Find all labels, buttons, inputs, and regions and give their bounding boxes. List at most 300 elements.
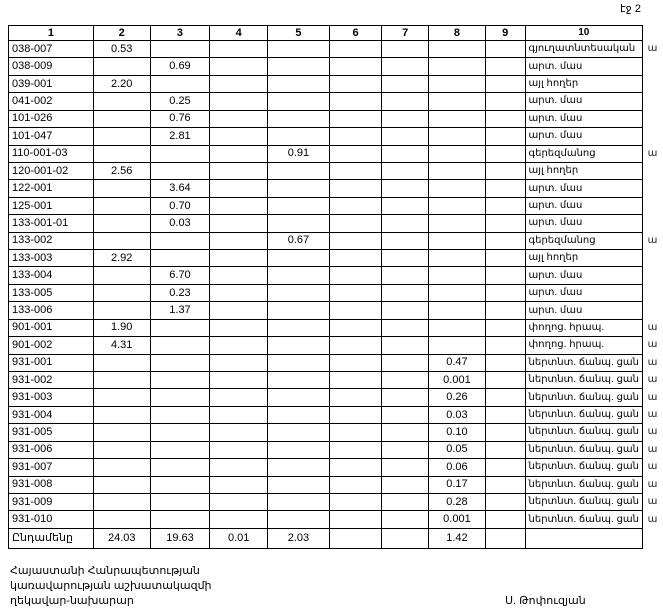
- cell-col-5: [268, 319, 330, 336]
- cell-col-2: [93, 424, 150, 441]
- cell-col-8: [429, 41, 486, 58]
- cell-col-7: [382, 110, 429, 127]
- cell-col-2: 2.92: [93, 250, 150, 267]
- cell-col-8: 0.06: [429, 459, 486, 476]
- cell-col-8: [429, 180, 486, 197]
- position-line: ղեկավար-նախարար: [10, 595, 134, 607]
- margin-note: [643, 528, 663, 548]
- cell-col-7: [382, 145, 429, 162]
- margin-note: ա: [647, 147, 658, 159]
- cell-col-3: 0.03: [150, 215, 210, 232]
- header-row: [9, 26, 663, 41]
- cell-col-10: գերեզմանոց: [525, 145, 642, 162]
- position-line: Հայաստանի Հանրապետության: [10, 565, 200, 577]
- cell-col-1: 901-002: [9, 337, 94, 354]
- cell-col-8: [429, 145, 486, 162]
- cell-col-10: այլ հողեր: [525, 75, 642, 92]
- cell-col-8: [429, 250, 486, 267]
- cell-col-7: [382, 250, 429, 267]
- margin-note: ա: [647, 391, 658, 403]
- cell-col-1: 041-002: [9, 93, 94, 110]
- column-header-7: 7: [382, 26, 429, 41]
- cell-col-3: [150, 459, 210, 476]
- cell-col-9: [485, 267, 525, 284]
- cell-col-5: [268, 267, 330, 284]
- cell-col-4: [210, 284, 268, 301]
- margin-note: ա: [647, 426, 658, 438]
- cell-col-6: [329, 406, 382, 423]
- cell-col-2: [93, 145, 150, 162]
- cell-col-3: [150, 354, 210, 371]
- cell-col-9: [485, 128, 525, 145]
- cell-col-4: [210, 354, 268, 371]
- cell-col-10: արտ. մաս: [525, 58, 642, 75]
- cell-col-4: [210, 493, 268, 510]
- cell-col-6: [329, 162, 382, 179]
- cell-col-5: [268, 215, 330, 232]
- margin-note: ա: [647, 43, 658, 55]
- cell-col-10: փողոց. հրապ.: [525, 337, 642, 354]
- cell-col-5: [268, 128, 330, 145]
- cell-col-7: [382, 284, 429, 301]
- cell-col-8: [429, 75, 486, 92]
- margin-note: [643, 162, 663, 179]
- cell-col-1: 122-001: [9, 180, 94, 197]
- cell-col-9: [485, 58, 525, 75]
- cell-col-3: [150, 493, 210, 510]
- cell-col-7: [382, 41, 429, 58]
- cell-col-5: [268, 441, 330, 458]
- cell-col-1: 133-002: [9, 232, 94, 249]
- cell-col-3: [150, 75, 210, 92]
- cell-col-9: [485, 389, 525, 406]
- cell-col-1: 120-001-02: [9, 162, 94, 179]
- cell-col-6: [329, 354, 382, 371]
- margin-note: ա: [647, 374, 658, 386]
- total-cell-col-8: 1.42: [429, 528, 486, 548]
- cell-col-1: 133-005: [9, 284, 94, 301]
- cell-col-6: [329, 389, 382, 406]
- cell-col-7: [382, 476, 429, 493]
- margin-note: [643, 75, 663, 92]
- cell-col-7: [382, 197, 429, 214]
- margin-note: [643, 250, 663, 267]
- total-cell-col-5: 2.03: [268, 528, 330, 548]
- table-row: [9, 284, 663, 301]
- cell-col-8: 0.10: [429, 424, 486, 441]
- cell-col-8: [429, 302, 486, 319]
- cell-col-2: 2.20: [93, 75, 150, 92]
- table-header: [9, 26, 663, 41]
- cell-col-9: [485, 180, 525, 197]
- cell-col-3: [150, 41, 210, 58]
- cell-col-3: 0.76: [150, 110, 210, 127]
- cell-col-10: ներտնտ. ճանպ. ցան: [525, 406, 642, 423]
- table-row: [9, 319, 663, 336]
- cell-col-6: [329, 337, 382, 354]
- cell-col-7: [382, 162, 429, 179]
- cell-col-8: [429, 215, 486, 232]
- margin-note: ա: [647, 409, 658, 421]
- column-header-5: 5: [268, 26, 330, 41]
- table-row: [9, 267, 663, 284]
- cell-col-1: 133-004: [9, 267, 94, 284]
- total-cell-col-9: [485, 528, 525, 548]
- cell-col-7: [382, 58, 429, 75]
- cell-col-7: [382, 128, 429, 145]
- cell-col-2: [93, 302, 150, 319]
- table-row: [9, 215, 663, 232]
- cell-col-9: [485, 476, 525, 493]
- cell-col-4: [210, 267, 268, 284]
- cell-col-6: [329, 232, 382, 249]
- cell-col-4: [210, 389, 268, 406]
- table-row: [9, 145, 663, 162]
- cell-col-6: [329, 75, 382, 92]
- total-cell-col-1: Ընդամենը: [9, 528, 94, 548]
- cell-col-6: [329, 197, 382, 214]
- cell-col-5: [268, 354, 330, 371]
- table-row: [9, 250, 663, 267]
- cell-col-10: փողոց. հրապ.: [525, 319, 642, 336]
- cell-col-6: [329, 128, 382, 145]
- cell-col-8: [429, 110, 486, 127]
- cell-col-10: արտ. մաս: [525, 284, 642, 301]
- cell-col-5: [268, 389, 330, 406]
- margin-note: ա: [647, 356, 658, 368]
- cell-col-3: [150, 389, 210, 406]
- cell-col-1: 931-004: [9, 406, 94, 423]
- cell-col-6: [329, 180, 382, 197]
- cell-col-9: [485, 250, 525, 267]
- cell-col-9: [485, 284, 525, 301]
- table-row: [9, 337, 663, 354]
- cell-col-1: 931-002: [9, 372, 94, 389]
- cell-col-7: [382, 180, 429, 197]
- margin-note: ա: [647, 339, 658, 351]
- cell-col-6: [329, 215, 382, 232]
- cell-col-10: արտ. մաս: [525, 93, 642, 110]
- table-row: [9, 389, 663, 406]
- table-row: [9, 302, 663, 319]
- cell-col-2: [93, 180, 150, 197]
- cell-col-10: արտ. մաս: [525, 267, 642, 284]
- cell-col-2: [93, 197, 150, 214]
- cell-col-3: [150, 511, 210, 528]
- cell-col-1: 931-003: [9, 389, 94, 406]
- table-row: [9, 476, 663, 493]
- cell-col-2: [93, 354, 150, 371]
- cell-col-4: [210, 337, 268, 354]
- cell-col-4: [210, 319, 268, 336]
- cell-col-9: [485, 75, 525, 92]
- table-row: [9, 511, 663, 528]
- cell-col-8: 0.47: [429, 354, 486, 371]
- cell-col-5: 0.91: [268, 145, 330, 162]
- cell-col-4: [210, 511, 268, 528]
- cell-col-1: 039-001: [9, 75, 94, 92]
- cell-col-3: 2.81: [150, 128, 210, 145]
- cell-col-3: [150, 162, 210, 179]
- cell-col-2: [93, 476, 150, 493]
- page-number-label: էջ 2: [620, 3, 641, 15]
- cell-col-1: 931-006: [9, 441, 94, 458]
- cell-col-7: [382, 337, 429, 354]
- cell-col-10: ներտնտ. ճանպ. ցան: [525, 459, 642, 476]
- margin-note: ա: [647, 478, 658, 490]
- cell-col-9: [485, 406, 525, 423]
- cell-col-9: [485, 511, 525, 528]
- cell-col-5: [268, 250, 330, 267]
- cell-col-5: [268, 337, 330, 354]
- cell-col-7: [382, 319, 429, 336]
- table-row: [9, 93, 663, 110]
- cell-col-1: 133-001-01: [9, 215, 94, 232]
- cell-col-5: [268, 180, 330, 197]
- cell-col-5: [268, 476, 330, 493]
- column-header-2: 2: [93, 26, 150, 41]
- cell-col-10: ներտնտ. ճանպ. ցան: [525, 493, 642, 510]
- cell-col-10: գյուղատնտեսական: [525, 41, 642, 58]
- cell-col-3: 0.69: [150, 58, 210, 75]
- cell-col-1: 133-006: [9, 302, 94, 319]
- cell-col-8: [429, 319, 486, 336]
- cell-col-7: [382, 389, 429, 406]
- total-cell-col-10: [525, 528, 642, 548]
- cell-col-4: [210, 302, 268, 319]
- signatory-name: Ս. Թոփուզյան: [505, 595, 586, 607]
- table-row: [9, 424, 663, 441]
- cell-col-10: ներտնտ. ճանպ. ցան: [525, 511, 642, 528]
- cell-col-1: 038-007: [9, 41, 94, 58]
- cell-col-4: [210, 441, 268, 458]
- cell-col-4: [210, 372, 268, 389]
- cell-col-2: 0.53: [93, 41, 150, 58]
- cell-col-1: 931-001: [9, 354, 94, 371]
- cell-col-9: [485, 162, 525, 179]
- cell-col-9: [485, 197, 525, 214]
- margin-note: ա: [647, 496, 658, 508]
- column-header-1: 1: [9, 26, 94, 41]
- cell-col-4: [210, 424, 268, 441]
- cell-col-4: [210, 41, 268, 58]
- cell-col-8: [429, 197, 486, 214]
- table-row: [9, 372, 663, 389]
- cell-col-8: [429, 162, 486, 179]
- table-row: [9, 41, 663, 58]
- table-body: [9, 41, 663, 549]
- cell-col-10: արտ. մաս: [525, 302, 642, 319]
- cell-col-1: 125-001: [9, 197, 94, 214]
- cell-col-1: 101-026: [9, 110, 94, 127]
- cell-col-5: [268, 93, 330, 110]
- cell-col-6: [329, 284, 382, 301]
- cell-col-1: 901-001: [9, 319, 94, 336]
- cell-col-1: 101-047: [9, 128, 94, 145]
- cell-col-2: [93, 372, 150, 389]
- cell-col-7: [382, 424, 429, 441]
- cell-col-10: արտ. մաս: [525, 110, 642, 127]
- cell-col-5: [268, 197, 330, 214]
- margin-note: [643, 215, 663, 232]
- cell-col-5: [268, 459, 330, 476]
- cell-col-7: [382, 267, 429, 284]
- cell-col-5: [268, 511, 330, 528]
- cell-col-3: 0.25: [150, 93, 210, 110]
- cell-col-4: [210, 476, 268, 493]
- cell-col-1: 133-003: [9, 250, 94, 267]
- column-header-4: 4: [210, 26, 268, 41]
- cell-col-3: [150, 406, 210, 423]
- cell-col-7: [382, 372, 429, 389]
- cell-col-7: [382, 75, 429, 92]
- margin-note: [643, 110, 663, 127]
- cell-col-3: [150, 145, 210, 162]
- cell-col-1: 110-001-03: [9, 145, 94, 162]
- signatory-position: [10, 564, 212, 609]
- cell-col-8: 0.03: [429, 406, 486, 423]
- cell-col-3: [150, 441, 210, 458]
- cell-col-4: [210, 459, 268, 476]
- cell-col-4: [210, 215, 268, 232]
- cell-col-2: [93, 441, 150, 458]
- cell-col-5: [268, 162, 330, 179]
- cell-col-6: [329, 511, 382, 528]
- cell-col-6: [329, 58, 382, 75]
- cell-col-4: [210, 232, 268, 249]
- cell-col-7: [382, 511, 429, 528]
- margin-note: ա: [647, 513, 658, 525]
- cell-col-8: 0.28: [429, 493, 486, 510]
- total-cell-col-6: [329, 528, 382, 548]
- cell-col-4: [210, 250, 268, 267]
- cell-col-2: [93, 493, 150, 510]
- total-cell-col-2: 24.03: [93, 528, 150, 548]
- cell-col-10: արտ. մաս: [525, 180, 642, 197]
- margin-note: [643, 284, 663, 301]
- cell-col-8: 0.001: [429, 372, 486, 389]
- cell-col-9: [485, 372, 525, 389]
- table-row: [9, 459, 663, 476]
- cell-col-9: [485, 41, 525, 58]
- cell-col-10: ներտնտ. ճանպ. ցան: [525, 372, 642, 389]
- cell-col-5: [268, 75, 330, 92]
- cell-col-4: [210, 197, 268, 214]
- cell-col-5: [268, 110, 330, 127]
- cell-col-7: [382, 354, 429, 371]
- cell-col-5: [268, 284, 330, 301]
- cell-col-9: [485, 337, 525, 354]
- cell-col-7: [382, 493, 429, 510]
- cell-col-6: [329, 319, 382, 336]
- cell-col-8: 0.26: [429, 389, 486, 406]
- cell-col-10: արտ. մաս: [525, 128, 642, 145]
- cell-col-2: [93, 110, 150, 127]
- table-row: [9, 493, 663, 510]
- cell-col-8: 0.001: [429, 511, 486, 528]
- cell-col-2: [93, 128, 150, 145]
- table-row: [9, 75, 663, 92]
- cell-col-4: [210, 145, 268, 162]
- cell-col-2: [93, 58, 150, 75]
- cell-col-8: 0.05: [429, 441, 486, 458]
- cell-col-2: 1.90: [93, 319, 150, 336]
- table-row: [9, 110, 663, 127]
- cell-col-9: [485, 493, 525, 510]
- cell-col-9: [485, 354, 525, 371]
- cell-col-2: [93, 93, 150, 110]
- total-cell-col-4: 0.01: [210, 528, 268, 548]
- cell-col-7: [382, 441, 429, 458]
- cell-col-6: [329, 145, 382, 162]
- cell-col-1: 931-010: [9, 511, 94, 528]
- cell-col-7: [382, 459, 429, 476]
- cell-col-8: [429, 337, 486, 354]
- cell-col-9: [485, 145, 525, 162]
- cell-col-8: [429, 232, 486, 249]
- cell-col-7: [382, 215, 429, 232]
- cell-col-5: [268, 302, 330, 319]
- cell-col-6: [329, 372, 382, 389]
- cell-col-3: [150, 372, 210, 389]
- cell-col-4: [210, 128, 268, 145]
- margin-note: [643, 58, 663, 75]
- cell-col-6: [329, 41, 382, 58]
- cell-col-5: [268, 372, 330, 389]
- cell-col-3: [150, 424, 210, 441]
- cell-col-4: [210, 75, 268, 92]
- margin-note: [643, 267, 663, 284]
- cell-col-8: [429, 267, 486, 284]
- cell-col-3: [150, 476, 210, 493]
- cell-col-2: [93, 267, 150, 284]
- cell-col-8: 0.17: [429, 476, 486, 493]
- table-row: [9, 406, 663, 423]
- table-row: [9, 197, 663, 214]
- cell-col-3: 1.37: [150, 302, 210, 319]
- cell-col-8: [429, 284, 486, 301]
- cell-col-7: [382, 232, 429, 249]
- cell-col-9: [485, 232, 525, 249]
- cell-col-3: [150, 337, 210, 354]
- margin-note: ա: [647, 234, 658, 246]
- cell-col-2: 2.56: [93, 162, 150, 179]
- margin-note: [643, 128, 663, 145]
- cell-col-4: [210, 58, 268, 75]
- cell-col-8: [429, 128, 486, 145]
- cell-col-6: [329, 110, 382, 127]
- cell-col-7: [382, 93, 429, 110]
- cell-col-4: [210, 162, 268, 179]
- cell-col-3: 6.70: [150, 267, 210, 284]
- cell-col-1: 931-008: [9, 476, 94, 493]
- cell-col-10: արտ. մաս: [525, 197, 642, 214]
- cell-col-9: [485, 110, 525, 127]
- table-row: [9, 128, 663, 145]
- column-header-10: 10: [525, 26, 642, 41]
- cell-col-7: [382, 302, 429, 319]
- cell-col-6: [329, 476, 382, 493]
- cell-col-2: 4.31: [93, 337, 150, 354]
- cell-col-6: [329, 459, 382, 476]
- cell-col-2: [93, 406, 150, 423]
- cell-col-9: [485, 319, 525, 336]
- cell-col-10: ներտնտ. ճանպ. ցան: [525, 389, 642, 406]
- cell-col-9: [485, 459, 525, 476]
- table-row: [9, 441, 663, 458]
- cell-col-9: [485, 302, 525, 319]
- position-line: կառավարության աշխատակազմի: [10, 580, 212, 592]
